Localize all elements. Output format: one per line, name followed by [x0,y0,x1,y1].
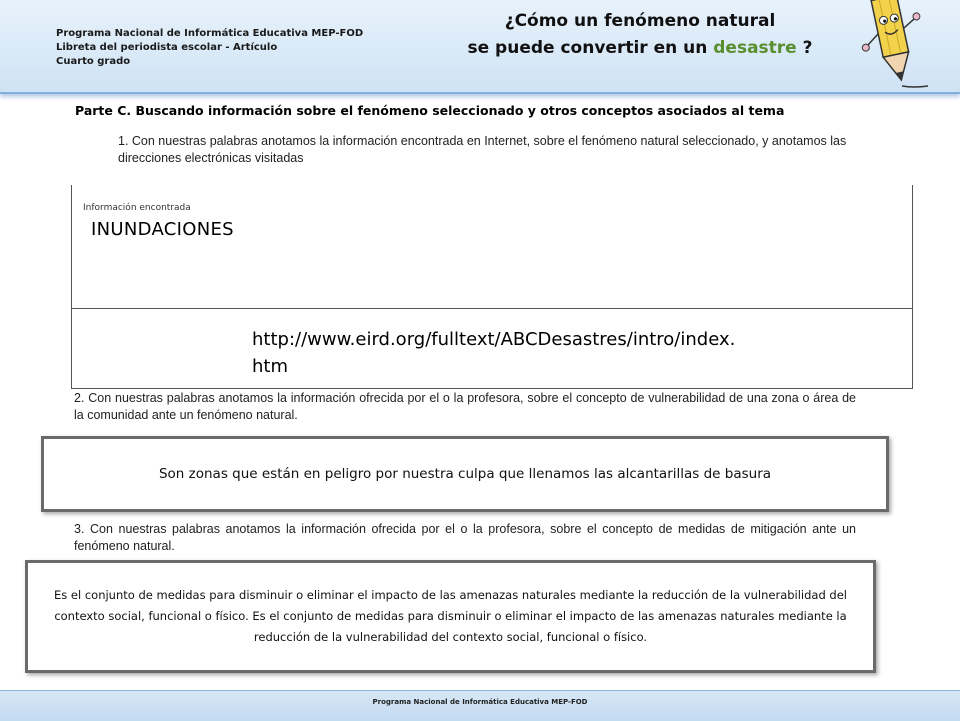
program-name: Programa Nacional de Informática Educativa MEP-FOD [56,28,364,39]
answer-box-vulnerability [41,436,889,512]
program-info [56,27,363,69]
info-label: Información encontrada [83,203,191,213]
notebook-name: Libreta del periodista escolar - Artículo [56,42,278,53]
header-banner [0,0,960,94]
title-highlight-word: desastre [713,38,797,58]
title-line-2 [430,35,850,62]
info-divider [72,308,912,309]
footer-banner [0,690,960,721]
source-url: http://www.eird.org/fulltext/ABCDesastres/intro/index.htm [252,329,736,377]
section-heading: Parte C. Buscando información sobre el fenómeno seleccionado y otros conceptos asociados al tema [75,103,785,118]
instruction-3: 3. Con nuestras palabras anotamos la información ofrecida por el o la profesora, sobre el concepto de medidas de mitigación ante un fenómeno natural. [74,522,856,553]
answer-vulnerability: Son zonas que están en peligro por nuestra culpa que llenamos las alcantarillas de basura [158,466,772,482]
info-topic: INUNDACIONES [91,219,234,240]
footer-text: Programa Nacional de Informática Educativa MEP-FOD [372,698,588,706]
instruction-1: 1. Con nuestras palabras anotamos la información encontrada en Internet, sobre el fenómeno natural seleccionado, y anotamos las direcciones electrónicas visitadas [118,134,847,165]
pencil-character-icon [858,0,938,95]
info-box [71,185,913,389]
title-prefix: se puede convertir en un [467,38,714,58]
page-title [430,8,850,62]
title-line-1: ¿Cómo un fenómeno natural [504,11,776,31]
answer-box-mitigation [25,560,876,673]
instruction-2: 2. Con nuestras palabras anotamos la información ofrecida por el o la profesora, sobre el concepto de vulnerabilidad de una zona o área de la comunidad ante un fenómeno natural. [74,391,856,422]
answer-mitigation: Es el conjunto de medidas para disminuir o eliminar el impacto de las amenazas naturales mediante la reducción de la vulnerabilidad del contexto social, funcional o físico. Es el conjunto de medidas para disminuir o eliminar el impacto de las amenazas naturales mediante la reducción de la vulnerabilidad del contexto social, funcional o físico. [54,588,847,644]
grade-label: Cuarto grado [56,56,131,67]
title-suffix: ? [796,38,813,58]
